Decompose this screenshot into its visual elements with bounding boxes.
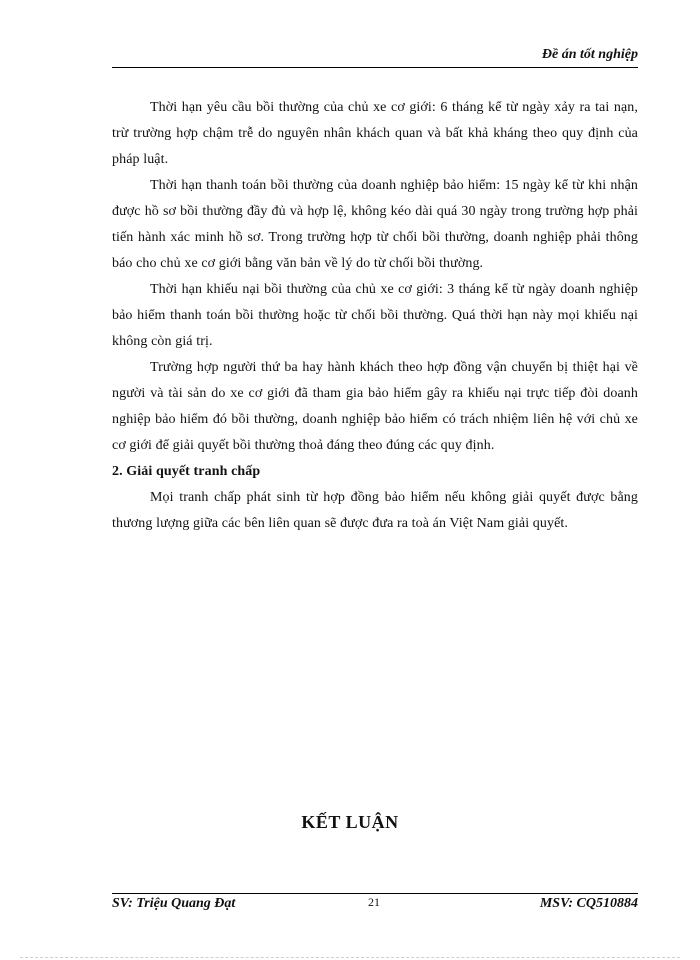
section-heading: 2. Giải quyết tranh chấp — [112, 464, 261, 479]
header-divider — [112, 67, 638, 68]
paragraph-claim-deadline: Thời hạn yêu cầu bồi thường của chủ xe cơ giới: 6 tháng kể từ ngày xảy ra tai nạn, trừ trường hợp chậm trễ do nguyên nhân khách quan và bất khả kháng theo quy định của pháp luật. — [112, 100, 638, 167]
footer-student-id: MSV: CQ510884 — [539, 896, 638, 911]
page-edge — [20, 957, 680, 958]
footer-student-name: SV: Triệu Quang Đạt — [112, 896, 236, 911]
paragraph-complaint-deadline: Thời hạn khiếu nại bồi thường của chủ xe cơ giới: 3 tháng kể từ ngày doanh nghiệp bảo hiểm thanh toán bồi thường hoặc từ chối bồi thường. Quá thời hạn này mọi khiếu nại không còn giá trị. — [112, 282, 638, 349]
header-title: Đề án tốt nghiệp — [541, 47, 638, 62]
paragraph-third-party: Trường hợp người thứ ba hay hành khách theo hợp đồng vận chuyển bị thiệt hại về người và tài sản do xe cơ giới đã tham gia bảo hiểm gây ra khiếu nại trực tiếp đòi doanh nghiệp bảo hiểm đó bồi thường, doanh nghiệp bảo hiểm có trách nhiệm liên hệ với chủ xe cơ giới để giải quyết bồi thường thoả đáng theo đúng các quy định. — [112, 360, 638, 453]
footer-divider — [112, 893, 638, 894]
page-number: 21 — [368, 895, 380, 909]
paragraph-payment-deadline: Thời hạn thanh toán bồi thường của doanh nghiệp bảo hiểm: 15 ngày kể từ khi nhận được hồ sơ bồi thường đầy đủ và hợp lệ, không kéo dài quá 30 ngày trong trường hợp phải tiến hành xác minh hồ sơ. Trong trường hợp từ chối bồi thường, doanh nghiệp phải thông báo cho chủ xe cơ giới bằng văn bản về lý do từ chối bồi thường. — [112, 178, 638, 271]
paragraph-dispute: Mọi tranh chấp phát sinh từ hợp đồng bảo hiểm nếu không giải quyết được bằng thương lượng giữa các bên liên quan sẽ được đưa ra toà án Việt Nam giải quyết. — [112, 490, 638, 531]
document-body — [112, 95, 638, 537]
conclusion-title: KẾT LUẬN — [301, 812, 399, 832]
